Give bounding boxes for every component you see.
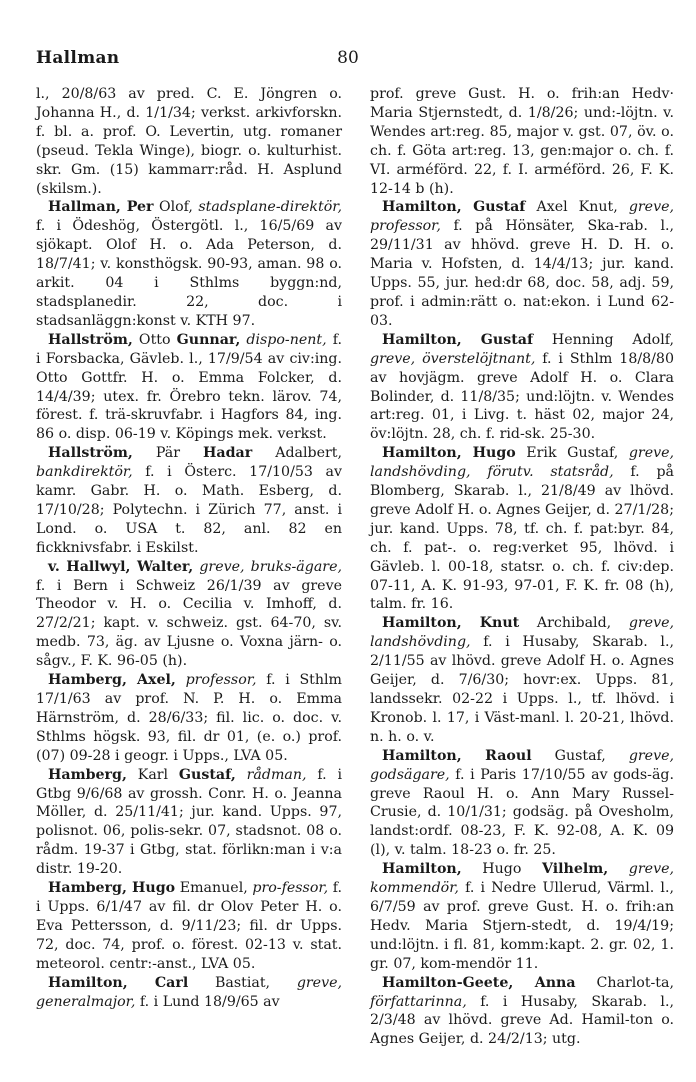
entry-text: f. i Paris 17/10/55 av gods-äg. greve Raoul H. o. Ann Mary Russel-Crusie, d. 10/1/31; godsäg. på Ovesholm, landst:ordf. 08-23, F. K. 92-08, A. K. 09 (l), v. talm. 18-23 o. fr. 25. (370, 766, 674, 859)
entry-title: bankdirektör, (36, 464, 133, 481)
entry-text: f. på Hönsäter, Ska-rab. l., 29/11/31 av hhövd. greve H. D. H. o. Maria v. Hofsten, d. 14/4/13; jur. kand. Upps. 55, jur. hed:dr 68, doc. 58, adj. 59, prof. i admin:rätt o. nat:ekon. i Lund 62-03. (370, 218, 674, 329)
entry-given-names: Otto (132, 331, 177, 348)
biography-entry (36, 444, 342, 557)
entry-name: Hamilton, Carl (48, 974, 189, 991)
biography-entry (36, 558, 342, 671)
entry-given-names: Emanuel, (175, 880, 253, 897)
entry-text: f. i Sthlm 18/8/80 av hovjägm. greve Adolf H. o. Clara Bolinder, d. 11/8/35; und:löjtn. v. Wendes art:reg. 01, i Livg. t. häst 02, major 24, öv:löjtn. 28, ch. f. rid-sk. 25-30. (370, 350, 674, 443)
entry-text: f. på Blomberg, Skarab. l., 21/8/49 av lhövd. greve Adolf H. o. Agnes Geijer, d. 27/1/28; jur. kand. Upps. 78, tf. ch. f. pat:byr. 84, ch. f. pat-. o. reg:verket 95, lhövd. i Gävleb. l. 00-18, statsr. o. ch. f. civ:dep. 07-11, A. K. 91-93, 97-01, F. K. fr. 08 (h), talm. fr. 16. (370, 464, 674, 613)
entry-title: greve, överstelöjtnant, (370, 350, 536, 367)
page-header (36, 48, 660, 72)
entry-name: Hamberg, Hugo (48, 880, 176, 897)
entry-title: professor, (175, 672, 257, 689)
entry-title: rådman, (235, 766, 307, 783)
entry-title: greve, landshövding, förutv. statsråd, (370, 445, 675, 481)
entry-title: dispo-nent, (240, 331, 327, 348)
entry-name: Hamilton, Knut (382, 615, 520, 632)
entry-name: Hamilton, Gustaf (382, 331, 534, 348)
biography-entry (36, 974, 342, 1012)
entry-text: f. i Lund 18/9/65 av (135, 993, 280, 1010)
biography-entry (370, 614, 674, 746)
biography-entry (36, 879, 342, 974)
biography-entry (370, 331, 674, 444)
entry-title: greve, kommendör, (370, 861, 674, 897)
biography-entry (36, 671, 342, 766)
entry-name: Hallström, (48, 331, 133, 348)
entry-title: stadsplane-direktör, (198, 199, 342, 216)
entry-name: Hamilton, Gustaf (382, 199, 526, 216)
entry-name-emphasis: Gunnar, (176, 331, 241, 348)
entry-text: f. i Sthlm 17/1/63 av prof. N. P. H. o. Emma Härnström, d. 28/6/33; fil. lic. o. doc. v. Sthlms högsk. 93, fil. dr 01, (e. o.) prof. (07) 09-28 i geogr. i Upps., LVA 05. (36, 672, 343, 764)
page-number: 80 (337, 48, 359, 68)
entry-name: Hamilton, (382, 861, 462, 878)
biography-entry (370, 747, 674, 860)
entry-given-names: Archibald, (519, 615, 629, 632)
entry-title: greve, landshövding, (370, 615, 674, 651)
entry-given-names: Erik Gustaf, (515, 445, 629, 462)
biography-entry (370, 198, 674, 330)
entry-name: v. Hallwyl, Walter, (48, 558, 194, 575)
entry-text: f. i Bern i Schweiz 26/1/39 av greve Theodor v. H. o. Cecilia v. Imhoff, d. 27/2/21; kapt. v. schweiz. gst. 64-70, sv. medb. 73, äg. av Ljusne o. Voxna järn- o. sågv., F. K. 96-05 (h). (36, 577, 342, 670)
entry-name-emphasis: Vilhelm, (541, 861, 609, 878)
entry-text: f. i Husaby, Skarab. l., 2/3/48 av lhövd. greve Ad. Hamil-ton o. Agnes Geijer, d. 24/2/13; utg. (370, 993, 674, 1048)
entry-title: greve, godsägare, (370, 747, 674, 783)
entry-name: Hallström, (48, 445, 133, 462)
right-column (370, 85, 674, 1049)
entry-given-names: Gustaf, (531, 747, 629, 764)
biography-entry (370, 974, 674, 1050)
entry-given-names: Hugo (461, 861, 542, 878)
running-head-name: Hallman (36, 48, 120, 68)
entry-given-names: Charlot-ta, (575, 974, 674, 991)
entry-name: Hamberg, (48, 766, 127, 783)
entry-name-emphasis: Hadar (203, 445, 253, 462)
entry-given-names: Bastiat, (188, 974, 297, 991)
entry-text: f. i Gtbg 9/6/68 av grossh. Conr. H. o. Jeanna Möller, d. 25/11/41; jur. kand. Upps. 97, polisnot. 06, polis-sekr. 07, stadsnot. 08 o. rådm. 19-37 i Gtbg, stat. förlikn:man i v:a distr. 19-20. (36, 766, 342, 878)
entry-text: f. i Österс. 17/10/53 av kamr. Gabr. H. o. Math. Esberg, d. 17/10/28; Polytechn. i Zürich 77, anst. i Lond. o. USA t. 82, anl. 82 en fickknivsfabr. i Eskilst. (36, 464, 342, 556)
biography-entry (370, 85, 674, 198)
entry-text: f. i Upps. 6/1/47 av fil. dr Olov Peter H. o. Eva Pettersson, d. 9/11/23; fil. dr Upps. 72, doc. 74, prof. o. förest. 02-13 v. stat. meteorol. centr:-anst., LVA 05. (36, 880, 343, 972)
biography-entry (36, 331, 342, 444)
entry-text: f. i Husaby, Skarab. l., 2/11/55 av lhövd. greve Adolf H. o. Agnes Geijer, d. 7/6/30; hovr:ex. Upps. 81, landssekr. 02-22 i Upps. l., tf. lhövd. i Kronob. l. 17, i Väst-manl. l. 20-21, lhövd. n. h. o. v. (370, 634, 674, 745)
entry-name-emphasis: Gustaf, (178, 766, 236, 783)
entry-text: l., 20/8/63 av pred. C. E. Jöngren o. Johanna H., d. 1/1/34; verkst. arkivforskn. f. bl. a. prof. O. Levertin, utg. romaner (pseud. Tekla Winge), biogr. o. kulturhist. skr. Gm. (15) kammarr:råd. H. Asplund (skilsm.). (36, 86, 342, 197)
entry-given-names: Adalbert, (252, 445, 342, 462)
entry-text: f. i Ödeshög, Östergötl. l., 16/5/69 av sjökapt. Olof H. o. Ada Peterson, d. 18/7/41; v. konsthögsk. 90-93, aman. 98 o. arkit. 04 i Sthlms byggn:nd, stadsplanedir. 22, doc. i stadsanläggn:konst v. KTH 97. (36, 218, 342, 329)
entry-title: pro-fessor, (252, 880, 329, 897)
entry-name: Hamilton, Raoul (382, 747, 532, 764)
entry-text: f. i Forsbacka, Gävleb. l., 17/9/54 av civ:ing. Otto Gottfr. H. o. Emma Folcker, d. 14/4/39; utex. fr. Örebro tekn. lärov. 74, förest. f. trä-skruvfabr. i Hagfors 84, ing. 86 o. disp. 06-19 v. Köpings mek. verkst. (36, 331, 342, 443)
left-column (36, 85, 342, 1011)
entry-title: greve, generalmajor, (36, 974, 342, 1010)
entry-title: greve, bruks-ägare, (193, 558, 342, 575)
biography-entry (36, 198, 342, 330)
entry-name: Hamberg, Axel, (48, 672, 176, 689)
entry-name: Hamilton, Hugo (382, 445, 516, 462)
biography-entry (370, 860, 674, 973)
entry-given-names: Karl (126, 766, 179, 783)
entry-text: f. i Nedre Ullerud, Värml. l., 6/7/59 av prof. greve Gust. H. o. frih:an Hedv. Maria Stjern-stedt, d. 19/4/19; und:löjtn. i fl. 81, komm:kapt. 2. gr. 02, 1. gr. 07, kom-mendör 11. (370, 880, 674, 972)
entry-given-names: Olof, (153, 199, 199, 216)
entry-name: Hamilton-Geete, Anna (382, 974, 576, 991)
entry-given-names: Pär (132, 445, 203, 462)
entry-title: greve, professor, (370, 199, 674, 235)
biography-entry (370, 444, 674, 614)
biography-entry (36, 766, 342, 879)
biography-entry (36, 85, 342, 198)
entry-text: prof. greve Gust. H. o. frih:an Hedv· Maria Stjernstedt, d. 1/8/26; und:-löjtn. v. Wendes art:reg. 85, major v. gst. 07, öv. o. ch. f. Göta art:reg. 13, gen:major o. ch. f. VI. arméförd. 22, f. I. arméförd. 26, F. K. 12-14 b (h). (370, 86, 674, 197)
entry-title: författarinna, (370, 993, 467, 1010)
entry-name: Hallman, Per (48, 199, 154, 216)
entry-given-names: Henning Adolf, (533, 331, 675, 348)
entry-given-names: Axel Knut, (525, 199, 629, 216)
